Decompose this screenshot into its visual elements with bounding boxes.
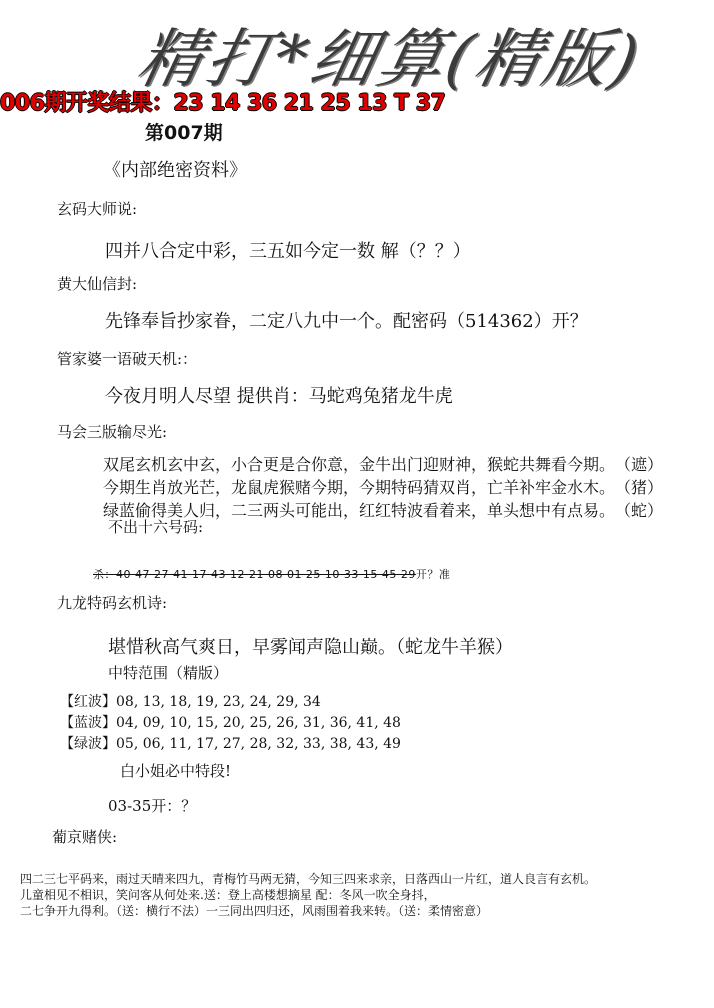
mahui-label: 马会三版输尽光:: [57, 423, 168, 441]
wave-numbers: 04, 09, 10, 15, 20, 25, 26, 31, 36, 41, 48: [116, 715, 401, 731]
result-line: 006期开奖结果：23 14 36 21 25 13 T 37: [0, 91, 446, 116]
wave-row-blue: [60, 712, 401, 732]
kill-numbers: [93, 563, 450, 582]
footer-line: 四二三七平码来，雨过天晴来四九，青梅竹马两无猜，今知三四来求亲，日落西山一片红，道人良言有玄机。: [20, 872, 597, 886]
footer-line: 儿童相见不相识，笑问客从何处来.送：登上高楼想摘星 配：冬风一吹全身抖，: [20, 888, 436, 902]
wave-label: 【蓝波】: [60, 715, 116, 731]
poem-line: [103, 475, 663, 498]
poem-block: [103, 452, 663, 521]
issue-number: 第007期: [145, 122, 223, 144]
range-label: 中特范围（精版）: [108, 664, 229, 682]
title-banner: 精打*细算(精版): [130, 23, 649, 97]
wave-numbers: 05, 06, 11, 17, 27, 28, 32, 33, 38, 43, 49: [116, 736, 401, 752]
duan-text: 03-35开：？: [108, 797, 197, 815]
wave-label: 【红波】: [60, 694, 116, 710]
wave-numbers: 08, 13, 18, 19, 23, 24, 29, 34: [116, 694, 321, 710]
kill-numbers-list: 杀：40 47 27 41 17 43 12 21 08 01 25 10 33 15 45 29: [93, 568, 416, 581]
huang-label: 黄大仙信封:: [57, 275, 138, 293]
puxia-label: 葡京赌侠:: [52, 828, 118, 846]
not-out-label: 不出十六号码:: [108, 518, 204, 536]
poem-line-text: 今期生肖放光芒，龙鼠虎猴赌今期，今期特码猜双肖，亡羊补牢金水木。: [103, 478, 616, 497]
wave-label: 【绿波】: [60, 736, 116, 752]
wave-row-green: [60, 733, 401, 753]
poem-line: [103, 452, 663, 475]
kill-numbers-tail: 开？准: [415, 568, 451, 581]
guanjia-text: 今夜月明人尽望 提供肖：马蛇鸡兔猪龙牛虎: [105, 386, 453, 407]
jiulong-label: 九龙特码玄机诗:: [57, 594, 168, 612]
guanjia-label: 管家婆一语破天机:：: [57, 350, 198, 368]
doc-heading: 《内部绝密资料》: [103, 160, 247, 181]
baixiaojie-text: 白小姐必中特段!: [120, 762, 232, 780]
poem-line-tag: （猪）: [615, 478, 664, 497]
footer-line: 二七争开九得利。（送：横行不法）一三同出四归还，风雨围着我来转。（送：柔情密意）: [20, 904, 489, 918]
poem-line-tag: （遮）: [615, 455, 664, 474]
xuanma-text: 四并八合定中彩，三五如今定一数 解（？？）: [105, 241, 471, 262]
poem-line-text: 绿蓝偷得美人归，二三两头可能出，红红特波看着来，单头想中有点易。: [103, 501, 616, 520]
poem-line-tag: （蛇）: [615, 501, 664, 520]
poem-line-text: 双尾玄机玄中玄，小合更是合你意，金牛出门迎财神，猴蛇共舞看今期。: [103, 455, 616, 474]
wave-row-red: [60, 691, 321, 711]
xuanma-label: 玄码大师说:: [57, 200, 138, 218]
jiulong-text: 堪惜秋高气爽日，早雾闻声隐山巅。（蛇龙牛羊猴）: [108, 637, 513, 658]
huang-text: 先锋奉旨抄家眷，二定八九中一个。配密码（514362）开？: [105, 311, 588, 332]
